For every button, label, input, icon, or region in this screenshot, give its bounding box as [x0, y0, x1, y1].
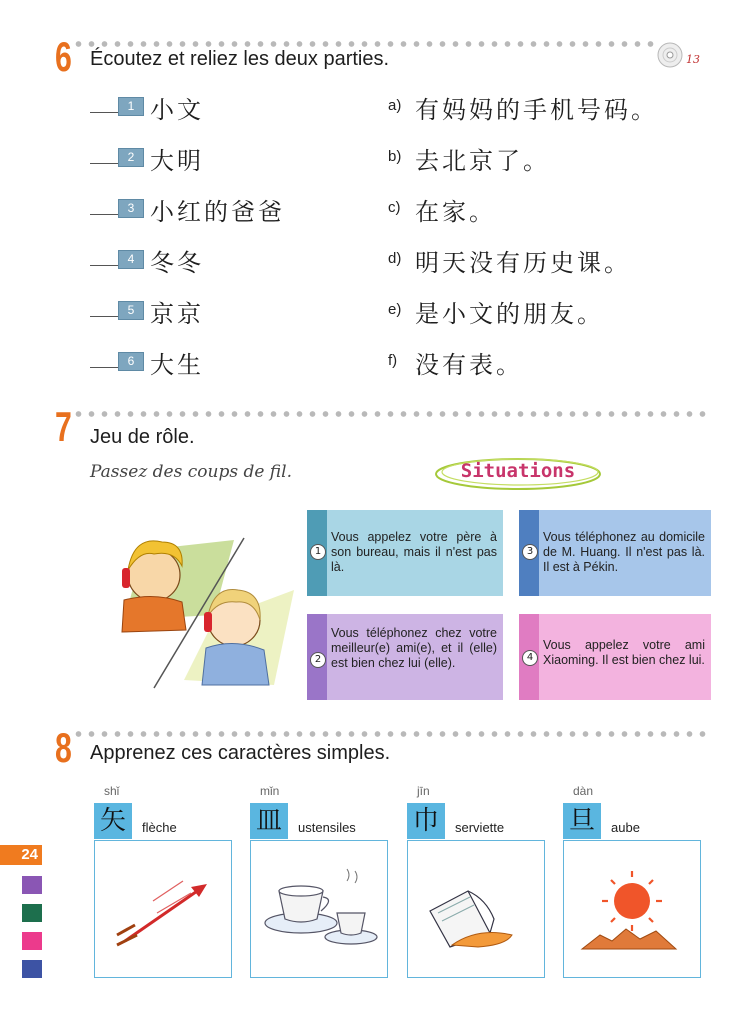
- situation-text: Vous appelez votre père à son bureau, mais il n'est pas là.: [331, 530, 497, 574]
- situation-card: [307, 510, 503, 596]
- section-divider: [72, 410, 712, 418]
- meaning: serviette: [455, 820, 505, 835]
- lesson-number: 13: [686, 53, 700, 66]
- illustration-frame: [250, 840, 388, 978]
- audio-cd-icon: [657, 42, 683, 68]
- item-number-badge: 2: [118, 148, 144, 167]
- item-number-badge: 6: [118, 352, 144, 371]
- character-card: [563, 784, 701, 980]
- meaning: flèche: [142, 820, 177, 835]
- color-swatch: [22, 960, 42, 978]
- section-number: 8: [55, 724, 72, 771]
- section-subtitle: Passez des coups de fil.: [90, 462, 292, 482]
- hanzi: 旦: [563, 803, 601, 839]
- section-title: Écoutez et reliez les deux parties.: [90, 48, 390, 70]
- right-item-text: 去北京了。: [415, 147, 550, 175]
- pinyin: shǐ: [104, 784, 120, 798]
- left-item-text: 小红的爸爸: [150, 198, 285, 226]
- situation-number: 4: [522, 650, 538, 666]
- character-card: [94, 784, 232, 980]
- situation-text: Vous téléphonez chez votre meilleur(e) ami(e), et il (elle) est bien chez lui (elle).: [331, 626, 497, 670]
- illustration-frame: [563, 840, 701, 978]
- color-swatch: [22, 904, 42, 922]
- answer-line[interactable]: [90, 163, 118, 164]
- right-item-text: 在家。: [415, 198, 496, 226]
- section-divider: [72, 40, 654, 48]
- situations-label: Situations: [460, 460, 576, 482]
- match-row: [0, 88, 750, 128]
- match-row: [0, 190, 750, 230]
- meaning: aube: [611, 820, 640, 835]
- left-item-text: 小文: [150, 96, 204, 124]
- item-number-badge: 4: [118, 250, 144, 269]
- answer-line[interactable]: [90, 367, 118, 368]
- right-item-letter: c): [388, 199, 401, 216]
- section-title: Jeu de rôle.: [90, 426, 195, 448]
- phone-call-illustration: [104, 520, 300, 690]
- answer-line[interactable]: [90, 214, 118, 215]
- pinyin: dàn: [573, 784, 594, 798]
- color-swatch: [22, 876, 42, 894]
- match-row: [0, 343, 750, 383]
- situation-card: [519, 614, 711, 700]
- right-item-text: 明天没有历史课。: [415, 249, 631, 277]
- match-row: [0, 292, 750, 332]
- situation-number: 1: [310, 544, 326, 560]
- situation-number: 3: [522, 544, 538, 560]
- answer-line[interactable]: [90, 316, 118, 317]
- section-number: 6: [55, 33, 72, 80]
- tea-cups-illustration: [251, 841, 387, 977]
- match-row: [0, 139, 750, 179]
- hanzi: 巾: [407, 803, 445, 839]
- illustration-frame: [407, 840, 545, 978]
- situation-card: [519, 510, 711, 596]
- right-item-letter: a): [388, 97, 402, 114]
- section-title: Apprenez ces caractères simples.: [90, 742, 391, 764]
- section-number: 7: [55, 403, 72, 450]
- right-item-letter: e): [388, 301, 402, 318]
- towel-illustration: [408, 841, 544, 977]
- situation-card: [307, 614, 503, 700]
- pinyin: mǐn: [260, 784, 280, 798]
- section-divider: [72, 730, 712, 738]
- character-card: [250, 784, 388, 980]
- right-item-text: 没有表。: [415, 351, 523, 379]
- right-item-letter: b): [388, 148, 402, 165]
- left-item-text: 大生: [150, 351, 204, 379]
- right-item-text: 有妈妈的手机号码。: [415, 96, 658, 124]
- hanzi: 皿: [250, 803, 288, 839]
- left-item-text: 大明: [150, 147, 204, 175]
- right-item-text: 是小文的朋友。: [415, 300, 604, 328]
- color-swatch: [22, 932, 42, 950]
- situations-heading: [432, 452, 604, 496]
- hanzi: 矢: [94, 803, 132, 839]
- item-number-badge: 5: [118, 301, 144, 320]
- pinyin: jīn: [417, 784, 430, 798]
- answer-line[interactable]: [90, 112, 118, 113]
- item-number-badge: 3: [118, 199, 144, 218]
- match-row: [0, 241, 750, 281]
- right-item-letter: f): [388, 352, 398, 369]
- answer-line[interactable]: [90, 265, 118, 266]
- arrow-illustration: [95, 841, 231, 977]
- situation-text: Vous téléphonez au domicile de M. Huang. Il n'est pas là. Il est à Pékin.: [543, 530, 705, 574]
- illustration-frame: [94, 840, 232, 978]
- item-number-badge: 1: [118, 97, 144, 116]
- page-number: 24: [0, 845, 42, 865]
- right-item-letter: d): [388, 250, 402, 267]
- character-card: [407, 784, 545, 980]
- meaning: ustensiles: [298, 820, 356, 835]
- situation-text: Vous appelez votre ami Xiaoming. Il est bien chez lui.: [543, 638, 705, 667]
- left-item-text: 京京: [150, 300, 204, 328]
- left-item-text: 冬冬: [150, 249, 204, 277]
- situation-number: 2: [310, 652, 326, 668]
- sunrise-illustration: [564, 841, 700, 977]
